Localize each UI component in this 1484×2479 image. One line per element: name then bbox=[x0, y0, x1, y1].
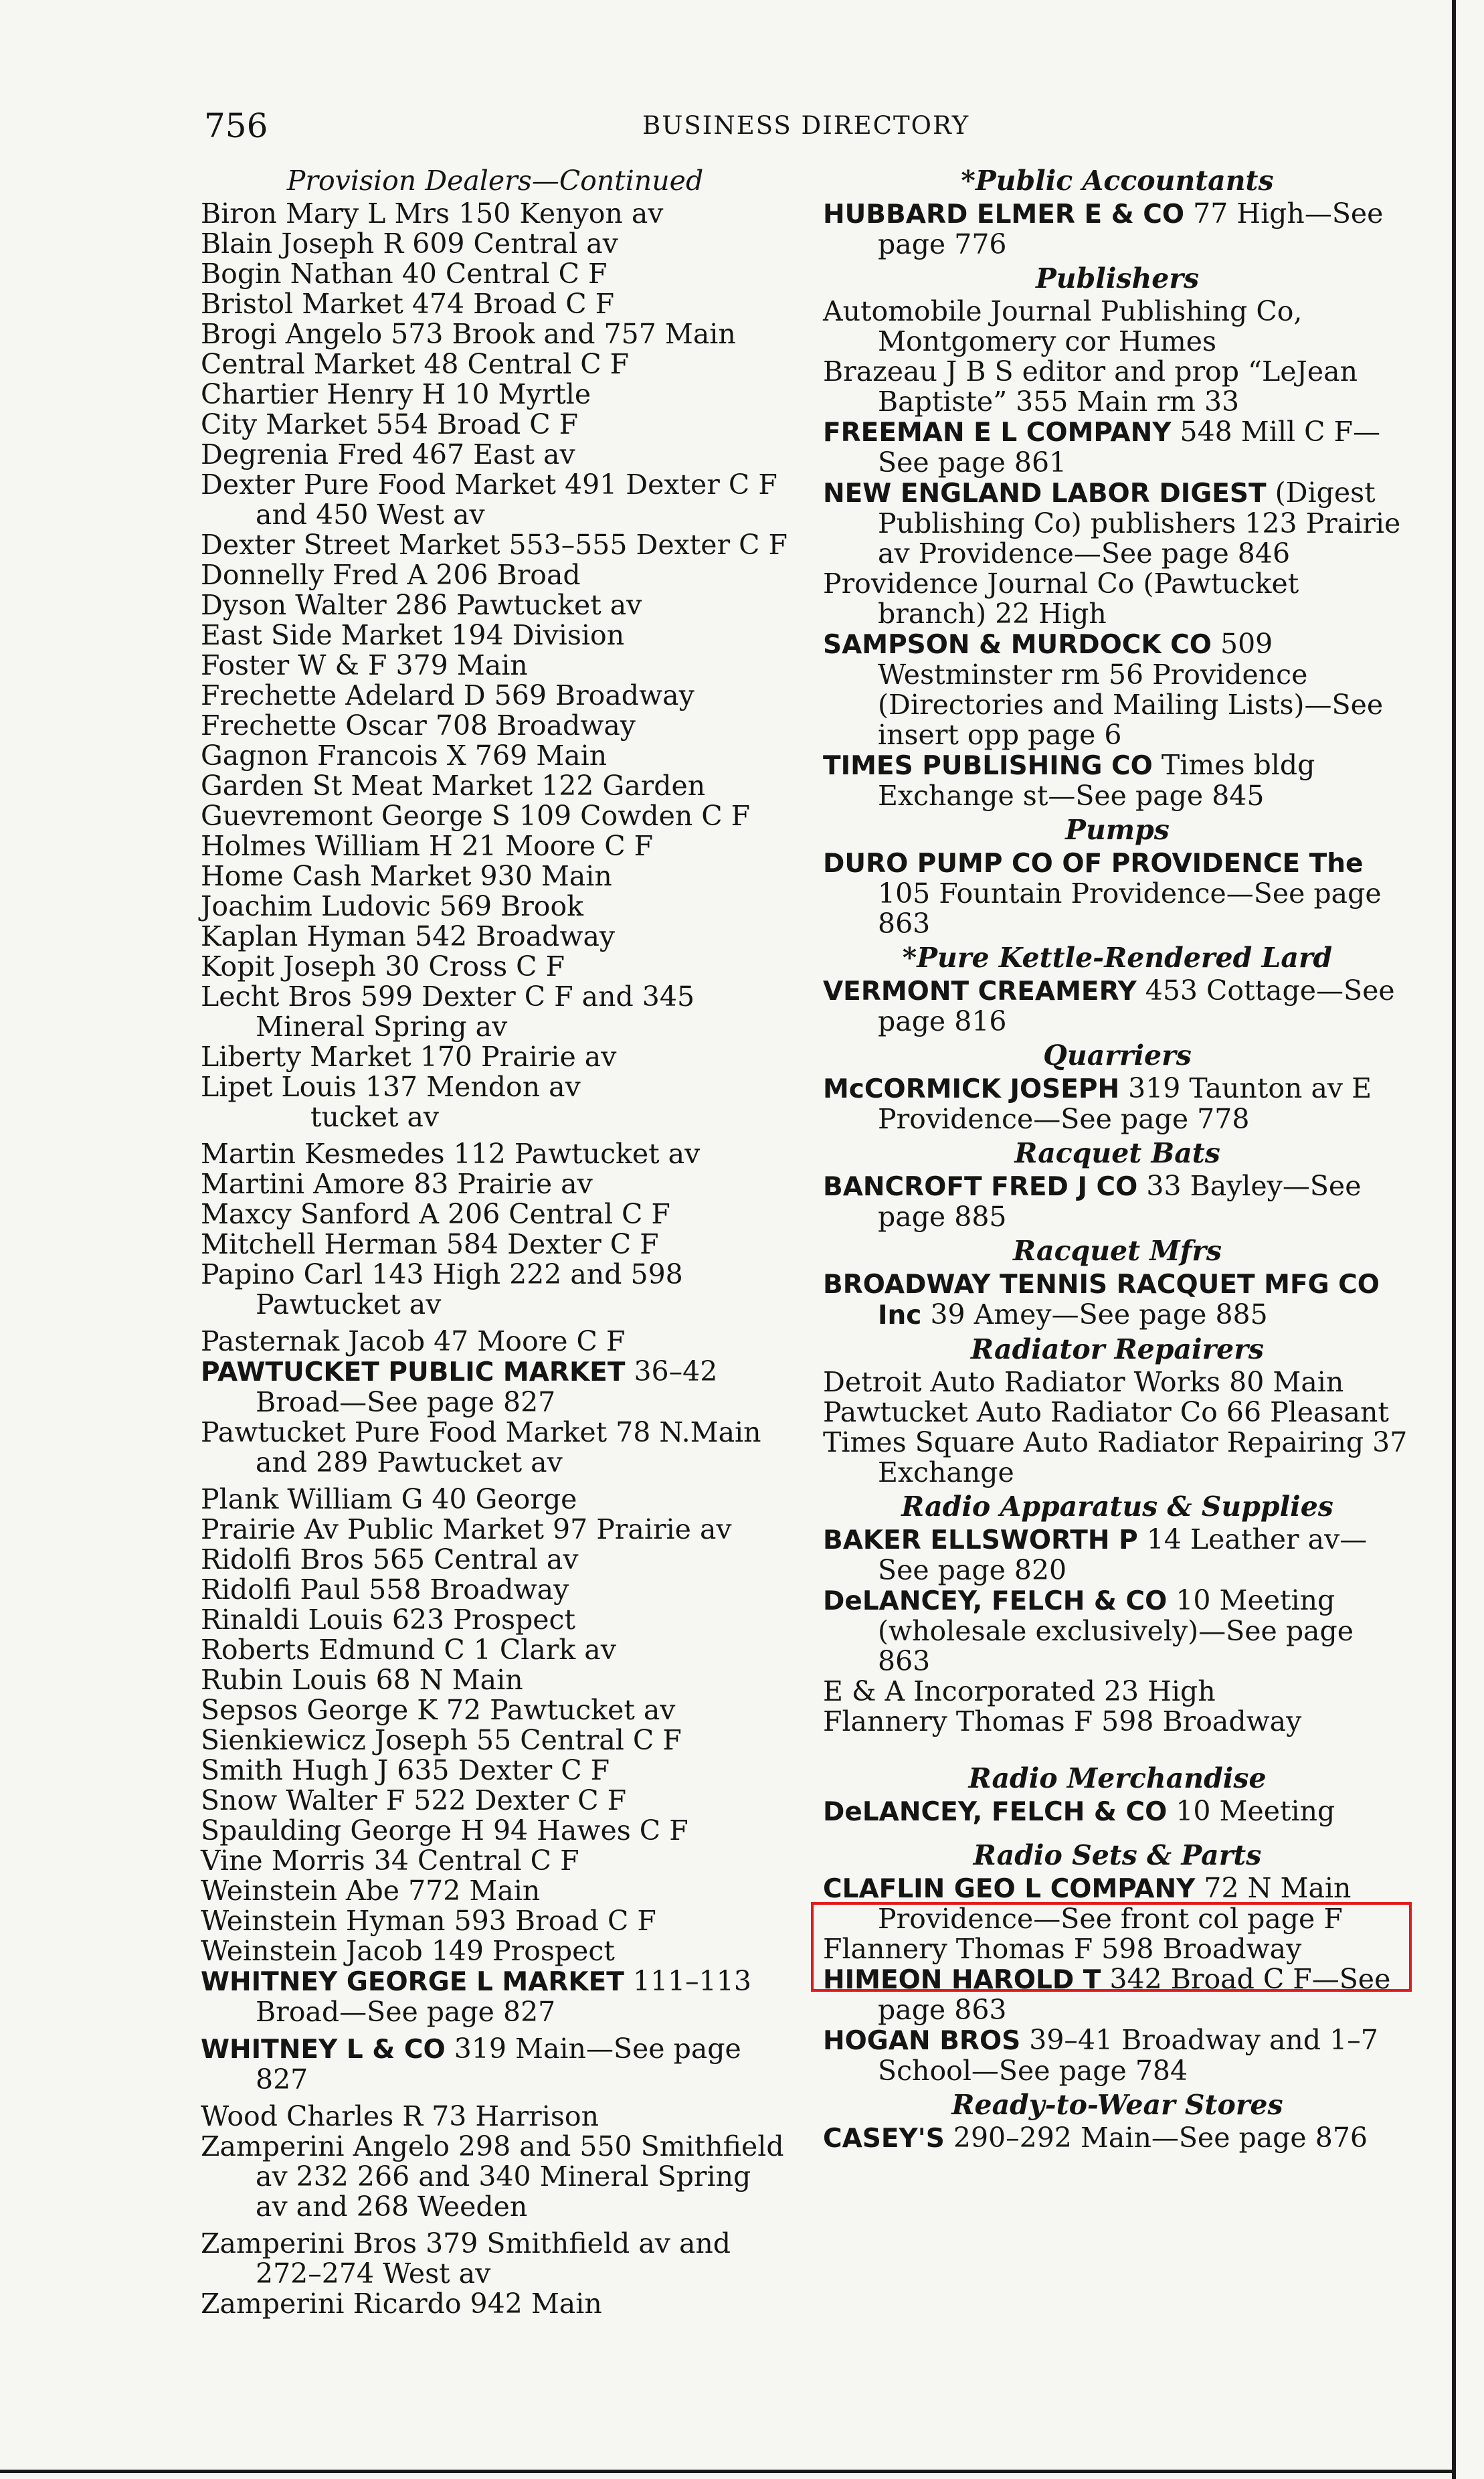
scan-right-border bbox=[1452, 0, 1456, 2479]
list-item: Holmes William H 21 Moore C F bbox=[201, 830, 654, 862]
listing-name: FREEMAN E L COMPANY bbox=[823, 418, 1172, 448]
list-item bbox=[823, 478, 1412, 569]
section-heading: Radiator Repairers bbox=[971, 1333, 1264, 1365]
highlight-box bbox=[811, 1902, 1412, 1992]
listing-detail: 342 Broad C F—See page 863 bbox=[878, 1963, 1391, 2026]
section-heading: Radio Merchandise bbox=[968, 1762, 1267, 1794]
section-heading: *Public Accountants bbox=[961, 165, 1274, 197]
listing-detail: 10 Meeting bbox=[1176, 1795, 1335, 1827]
list-item: Foster W & F 379 Main bbox=[201, 649, 528, 681]
listing-detail: 319 Taunton av E Providence—See page 778 bbox=[878, 1072, 1372, 1135]
list-item: Sepsos George K 72 Pawtucket av bbox=[201, 1694, 676, 1726]
listing-detail: Pawtucket Auto Radiator Co 66 Pleasant bbox=[823, 1396, 1389, 1428]
list-item: Frechette Oscar 708 Broadway bbox=[201, 709, 636, 742]
section-heading: Racquet Mfrs bbox=[1012, 1235, 1222, 1267]
section-heading: Provision Dealers—Continued bbox=[286, 165, 704, 197]
listing-detail: 39 Amey—See page 885 bbox=[930, 1298, 1268, 1331]
listing-name: HIMEON HAROLD T bbox=[823, 1965, 1101, 1995]
listing-detail: Detroit Auto Radiator Works 80 Main bbox=[823, 1366, 1344, 1398]
page-number: 756 bbox=[204, 106, 268, 145]
list-item: Maxcy Sanford A 206 Central C F bbox=[201, 1198, 670, 1230]
list-item: Rinaldi Louis 623 Prospect bbox=[201, 1604, 575, 1636]
list-item: Pasternak Jacob 47 Moore C F bbox=[201, 1325, 626, 1357]
listing-detail: 36–42 Broad—See page 827 bbox=[256, 1355, 718, 1418]
section-heading: Radio Apparatus & Supplies bbox=[901, 1490, 1333, 1523]
list-item bbox=[823, 296, 1412, 357]
list-item: Papino Carl 143 High 222 and 598 Pawtucket av bbox=[201, 1258, 683, 1320]
section-heading: Publishers bbox=[1035, 262, 1200, 294]
list-item: Lipet Louis 137 Mendon av bbox=[201, 1071, 581, 1103]
list-item: Degrenia Fred 467 East av bbox=[201, 438, 575, 471]
list-item: Guevremont George S 109 Cowden C F bbox=[201, 800, 751, 832]
list-item: Roberts Edmund C 1 Clark av bbox=[201, 1634, 616, 1666]
list-item: Lecht Bros 599 Dexter C F and 345 Mineral Spring av bbox=[201, 980, 695, 1043]
list-item: Bogin Nathan 40 Central C F bbox=[201, 258, 608, 290]
list-item: Vine Morris 34 Central C F bbox=[201, 1845, 579, 1877]
listing-name: BROADWAY TENNIS RACQUET MFG CO Inc bbox=[823, 1270, 1380, 1331]
listing-name: TIMES PUBLISHING CO bbox=[823, 751, 1153, 781]
listing-detail: 509 Westminster rm 56 Providence (Directories and Mailing Lists)—See insert opp page 6 bbox=[878, 628, 1384, 751]
listing-name: WHITNEY L & CO bbox=[201, 2035, 446, 2065]
list-item: Wood Charles R 73 Harrison bbox=[201, 2100, 599, 2132]
list-item: City Market 554 Broad C F bbox=[201, 408, 579, 440]
list-item bbox=[823, 1586, 1412, 1677]
list-item: Frechette Adelard D 569 Broadway bbox=[201, 679, 694, 711]
listing-name: DeLANCEY, FELCH & CO bbox=[823, 1586, 1168, 1616]
list-item bbox=[823, 199, 1412, 260]
list-item: Weinstein Jacob 149 Prospect bbox=[201, 1935, 615, 1967]
list-item: Kaplan Hyman 542 Broadway bbox=[201, 920, 616, 952]
list-item bbox=[823, 1171, 1412, 1232]
list-item bbox=[201, 1357, 790, 1418]
listing-detail: Providence Journal Co (Pawtucket branch) 22 High bbox=[823, 568, 1299, 630]
list-item bbox=[823, 1707, 1412, 1737]
listing-detail: 10 Meeting (wholesale exclusively)—See page 863 bbox=[878, 1584, 1354, 1677]
listing-name: DURO PUMP CO OF PROVIDENCE The bbox=[823, 849, 1364, 879]
list-item: Prairie Av Public Market 97 Prairie av bbox=[201, 1513, 732, 1545]
running-head: BUSINESS DIRECTORY bbox=[642, 111, 970, 140]
list-item: Martin Kesmedes 112 Pawtucket av bbox=[201, 1138, 701, 1170]
list-item: Zamperini Ricardo 942 Main bbox=[201, 2288, 602, 2320]
listing-detail: 14 Leather av—See page 820 bbox=[878, 1523, 1368, 1586]
list-item: Home Cash Market 930 Main bbox=[201, 860, 612, 892]
list-item bbox=[201, 1966, 790, 2027]
list-item: Dexter Pure Food Market 491 Dexter C F and 450 West av bbox=[201, 468, 777, 531]
list-item: Bristol Market 474 Broad C F bbox=[201, 288, 615, 320]
list-item: tucket av bbox=[310, 1101, 440, 1133]
list-item: Spaulding George H 94 Hawes C F bbox=[201, 1814, 688, 1847]
section-heading: Ready-to-Wear Stores bbox=[951, 2089, 1283, 2121]
list-item bbox=[823, 357, 1412, 417]
list-item bbox=[823, 1397, 1412, 1428]
section-heading: Quarriers bbox=[1043, 1039, 1192, 1072]
listing-name: CLAFLIN GEO L COMPANY bbox=[823, 1874, 1196, 1904]
listing-detail: Automobile Journal Publishing Co, Montgomery cor Humes bbox=[823, 295, 1303, 357]
list-item: Weinstein Hyman 593 Broad C F bbox=[201, 1905, 656, 1937]
listing-name: McCORMICK JOSEPH bbox=[823, 1074, 1120, 1104]
right-column bbox=[823, 162, 1412, 2154]
listing-name: DeLANCEY, FELCH & CO bbox=[823, 1797, 1168, 1827]
listing-name: BAKER ELLSWORTH P bbox=[823, 1525, 1138, 1555]
list-item bbox=[823, 1525, 1412, 1586]
listing-detail: 105 Fountain Providence—See page 863 bbox=[878, 877, 1382, 940]
listing-detail: 77 High—See page 776 bbox=[878, 197, 1384, 260]
listing-detail: 319 Main—See page 827 bbox=[256, 2033, 741, 2096]
list-item: East Side Market 194 Division bbox=[201, 619, 625, 651]
list-item: Liberty Market 170 Prairie av bbox=[201, 1041, 617, 1073]
list-item: Dexter Street Market 553–555 Dexter C F bbox=[201, 529, 787, 561]
list-item: Brogi Angelo 573 Brook and 757 Main bbox=[201, 318, 736, 350]
listing-detail: Flannery Thomas F 598 Broadway bbox=[823, 1705, 1302, 1737]
listing-name: CASEY'S bbox=[823, 2124, 945, 2154]
listing-detail: Times bldg Exchange st—See page 845 bbox=[878, 749, 1315, 812]
list-item: Smith Hugh J 635 Dexter C F bbox=[201, 1754, 610, 1786]
listing-detail: Flannery Thomas F 598 Broadway bbox=[823, 1933, 1302, 1965]
listing-detail: 72 N Main Providence—See front col page F bbox=[878, 1872, 1352, 1935]
list-item: Dyson Walter 286 Pawtucket av bbox=[201, 589, 642, 621]
list-item bbox=[823, 629, 1412, 750]
listing-detail: E & A Incorporated 23 High bbox=[823, 1675, 1216, 1707]
listing-name: SAMPSON & MURDOCK CO bbox=[823, 630, 1212, 660]
list-item: Martini Amore 83 Prairie av bbox=[201, 1168, 593, 1200]
list-item: Biron Mary L Mrs 150 Kenyon av bbox=[201, 197, 664, 230]
list-item bbox=[823, 1269, 1412, 1331]
list-item: Plank William G 40 George bbox=[201, 1483, 577, 1515]
list-item: Ridolfi Paul 558 Broadway bbox=[201, 1573, 569, 1606]
list-item bbox=[823, 1796, 1412, 1827]
list-item: Joachim Ludovic 569 Brook bbox=[201, 890, 584, 922]
listing-detail: 453 Cottage—See page 816 bbox=[878, 974, 1395, 1037]
listing-detail: 33 Bayley—See page 885 bbox=[878, 1170, 1362, 1233]
list-item bbox=[823, 1074, 1412, 1134]
list-item: Snow Walter F 522 Dexter C F bbox=[201, 1784, 627, 1816]
list-item: Gagnon Francois X 769 Main bbox=[201, 740, 608, 772]
listing-name: NEW ENGLAND LABOR DIGEST bbox=[823, 479, 1267, 509]
listing-detail: 39–41 Broadway and 1–7 School—See page 784 bbox=[878, 2024, 1378, 2087]
list-item: Chartier Henry H 10 Myrtle bbox=[201, 378, 591, 410]
list-item: Weinstein Abe 772 Main bbox=[201, 1875, 541, 1907]
list-item bbox=[823, 976, 1412, 1037]
list-item bbox=[823, 848, 1412, 939]
list-item bbox=[823, 569, 1412, 629]
list-item bbox=[823, 2123, 1412, 2154]
list-item bbox=[201, 2034, 790, 2095]
listing-name: PAWTUCKET PUBLIC MARKET bbox=[201, 1357, 626, 1387]
list-item: Donnelly Fred A 206 Broad bbox=[201, 559, 581, 591]
section-heading: *Pure Kettle-Rendered Lard bbox=[902, 942, 1333, 974]
list-item: Pawtucket Pure Food Market 78 N.Main and 289 Pawtucket av bbox=[201, 1416, 761, 1478]
list-item bbox=[823, 1677, 1412, 1707]
list-item: Kopit Joseph 30 Cross C F bbox=[201, 950, 565, 982]
list-item bbox=[823, 417, 1412, 478]
listing-name: VERMONT CREAMERY bbox=[823, 976, 1137, 1007]
left-column bbox=[201, 162, 790, 2319]
list-item: Blain Joseph R 609 Central av bbox=[201, 228, 618, 260]
list-item: Sienkiewicz Joseph 55 Central C F bbox=[201, 1724, 682, 1756]
list-item: Garden St Meat Market 122 Garden bbox=[201, 770, 706, 802]
list-item: Zamperini Bros 379 Smithfield av and 272–274 West av bbox=[201, 2227, 731, 2290]
list-item: Rubin Louis 68 N Main bbox=[201, 1664, 523, 1696]
list-item: Central Market 48 Central C F bbox=[201, 348, 630, 380]
list-item: Mitchell Herman 584 Dexter C F bbox=[201, 1228, 659, 1260]
section-heading: Radio Sets & Parts bbox=[973, 1839, 1262, 1871]
listing-detail: (Digest Publishing Co) publishers 123 Prairie av Providence—See page 846 bbox=[878, 477, 1401, 570]
list-item bbox=[823, 1428, 1412, 1488]
listing-detail: 111–113 Broad—See page 827 bbox=[256, 1965, 751, 2028]
list-item bbox=[823, 2025, 1412, 2086]
list-item: Zamperini Angelo 298 and 550 Smithfield av 232 266 and 340 Mineral Spring av and 268 Weeden bbox=[201, 2130, 784, 2223]
listing-detail: 290–292 Main—See page 876 bbox=[953, 2122, 1368, 2154]
list-item bbox=[823, 750, 1412, 811]
listing-detail: Brazeau J B S editor and prop “LeJean Baptiste” 355 Main rm 33 bbox=[823, 355, 1358, 418]
listing-detail: Times Square Auto Radiator Repairing 37 Exchange bbox=[823, 1426, 1408, 1488]
listing-name: HOGAN BROS bbox=[823, 2026, 1021, 2056]
listing-detail: 548 Mill C F—See page 861 bbox=[878, 416, 1381, 479]
section-heading: Racquet Bats bbox=[1014, 1137, 1220, 1169]
listing-name: HUBBARD ELMER E & CO bbox=[823, 199, 1185, 230]
list-item bbox=[823, 1367, 1412, 1397]
listing-name: WHITNEY GEORGE L MARKET bbox=[201, 1967, 624, 1997]
section-heading: Pumps bbox=[1065, 814, 1170, 846]
list-item: Ridolfi Bros 565 Central av bbox=[201, 1543, 579, 1575]
listing-name: BANCROFT FRED J CO bbox=[823, 1172, 1138, 1202]
scan-bottom-border bbox=[0, 2470, 1456, 2473]
